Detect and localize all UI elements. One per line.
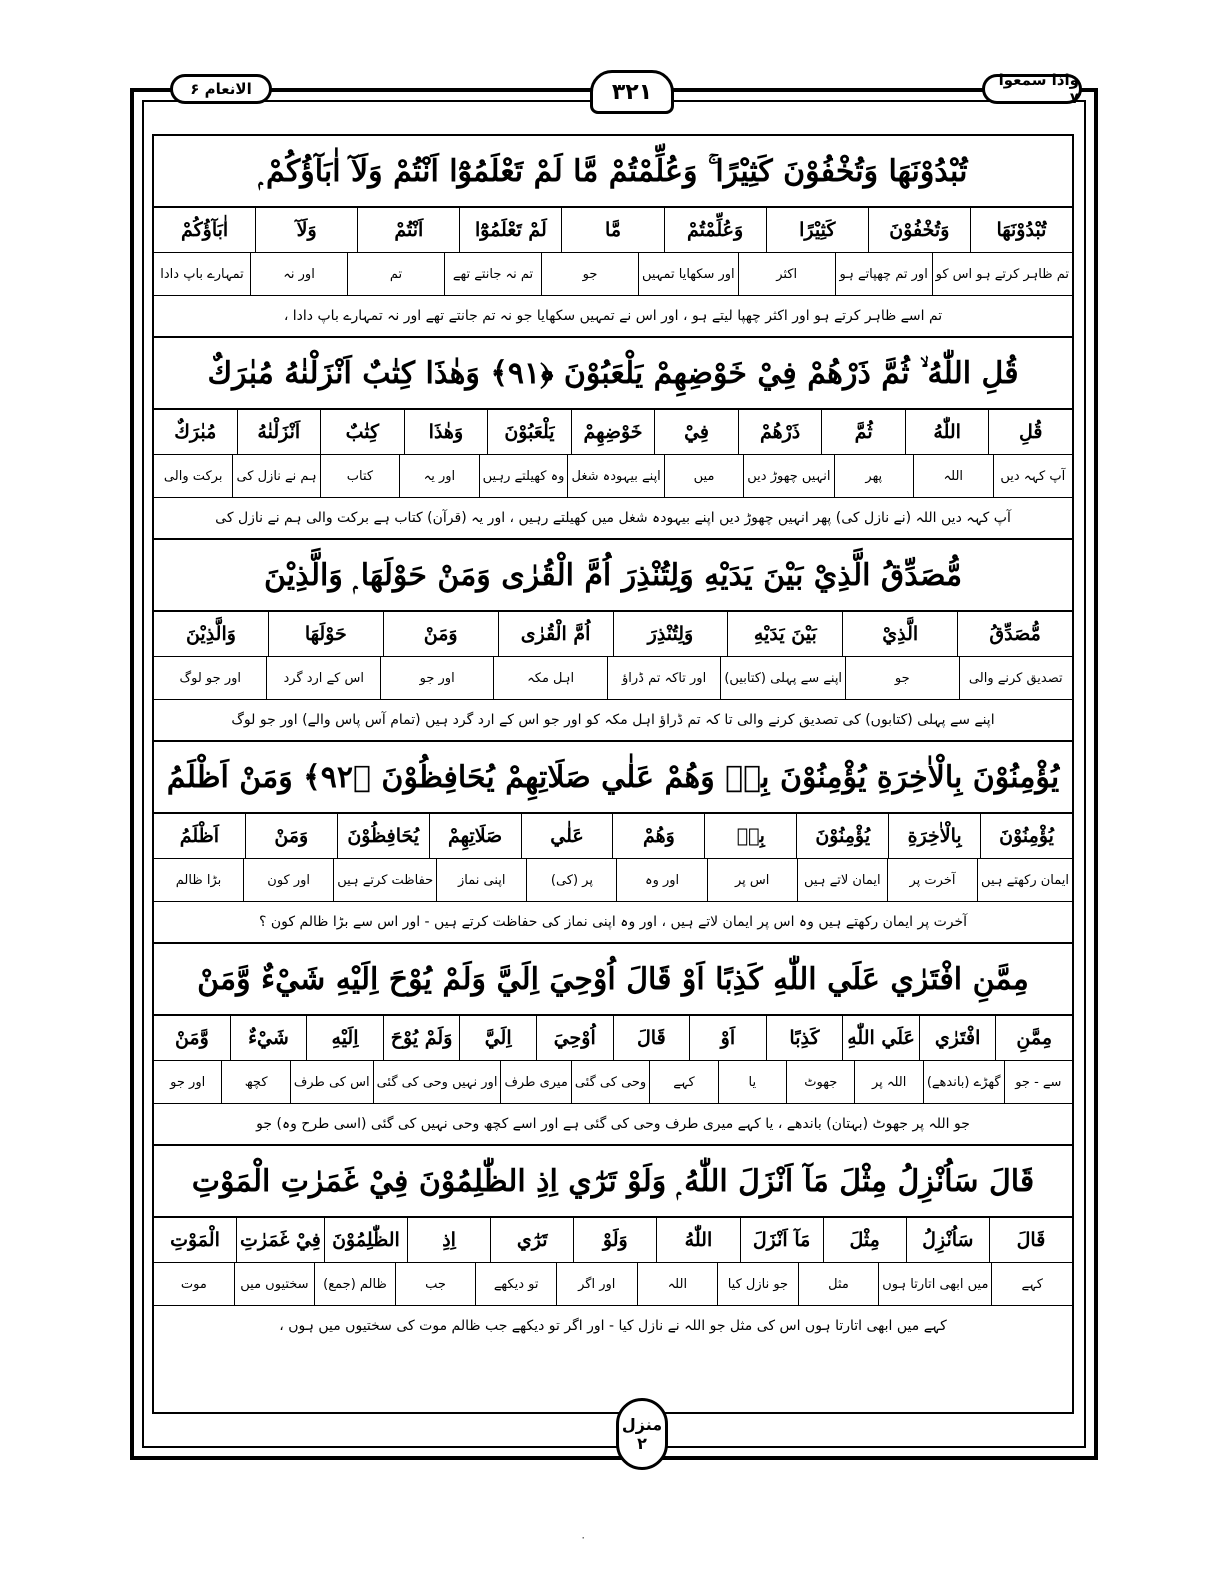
urdu-gloss: کچھ <box>221 1061 289 1103</box>
urdu-gloss: تم <box>347 253 444 295</box>
urdu-gloss: اور یہ <box>399 455 478 497</box>
arabic-word: وَلَآ <box>255 208 357 252</box>
urdu-gloss: ظالم (جمع) <box>314 1263 395 1305</box>
arabic-word: مَّا <box>561 208 663 252</box>
arabic-word: الَّذِيْ <box>842 612 957 656</box>
arabic-word: وَلِتُنْذِرَ <box>613 612 728 656</box>
arabic-word: اُمَّ الْقُرٰى <box>498 612 613 656</box>
urdu-translation: جو اللہ پر جھوٹ (بہتان) باندھے ، یا کہے میری طرف وحی کی گئی ہے اور اسے کچھ وحی نہیں کی گئی (اسی طرح وہ) جو <box>256 1116 970 1132</box>
arabic-word: اَنْتُمْ <box>357 208 459 252</box>
urdu-gloss: اور اگر <box>556 1263 637 1305</box>
arabic-word: اِلَيَّ <box>459 1016 536 1060</box>
arabic-word: افْتَرٰي <box>919 1016 996 1060</box>
urdu-gloss: برکت والی <box>163 468 223 484</box>
juz-tag <box>982 71 1082 107</box>
arabic-word: تَرٰٓي <box>490 1218 573 1262</box>
gloss-row <box>154 1061 1072 1104</box>
arabic-word: لَمْ تَعْلَمُوْٓا <box>459 208 561 252</box>
arabic-word: ذَرْهُمْ <box>738 410 822 454</box>
gloss-row <box>154 455 1072 498</box>
arabic-word: يُؤْمِنُوْنَ <box>796 814 888 858</box>
urdu-gloss: اس پر <box>707 859 797 901</box>
arabic-word: قُلِ <box>988 410 1072 454</box>
urdu-translation: آخرت پر ایمان رکھتے ہیں وہ اس پر ایمان لاتے ہیں ، اور وہ اپنی نماز کی حفاظت کرتے ہیں - اور اس سے بڑا ظالم کون ؟ <box>258 914 968 930</box>
arabic-verse-line: قَالَ سَاُنْزِلُ مِثْلَ مَآ اَنْزَلَ اللّٰهُ ۭ وَلَوْ تَرٰٓي اِذِ الظّٰلِمُوْنَ فِيْ غَمَرٰتِ الْمَوْتِ <box>154 1146 1072 1218</box>
urdu-gloss: کہے <box>991 1263 1072 1305</box>
arabic-word: عَلٰي <box>521 814 613 858</box>
arabic-word: الْمَوْتِ <box>170 1229 220 1251</box>
arabic-word: صَلَاتِهِمْ <box>429 814 521 858</box>
urdu-gloss: وحی کی گئی <box>571 1061 649 1103</box>
arabic-word: اَظْلَمُ <box>179 825 220 847</box>
urdu-gloss: میری طرف <box>500 1061 570 1103</box>
urdu-gloss: ایمان لاتے ہیں <box>797 859 887 901</box>
urdu-gloss: اور جو لوگ <box>179 670 241 686</box>
arabic-word: وَالَّذِيْنَ <box>185 623 236 645</box>
urdu-gloss: اکثر <box>738 253 835 295</box>
urdu-gloss: ہم نے نازل کی <box>232 455 319 497</box>
arabic-word: تُبْدُوْنَهَا <box>970 208 1072 252</box>
word-row <box>154 612 1072 657</box>
urdu-gloss: تصدیق کرنے والی <box>959 657 1072 699</box>
urdu-gloss: جو <box>845 657 958 699</box>
arabic-word: اَنْزَلْنٰهُ <box>237 410 321 454</box>
arabic-word: سَاُنْزِلُ <box>906 1218 989 1262</box>
arabic-word: وَهٰذَا <box>404 410 488 454</box>
manzil-number: ۲ <box>637 1434 647 1453</box>
urdu-gloss: پھر <box>834 455 913 497</box>
verse-block <box>154 136 1072 338</box>
urdu-gloss: وہ کھیلتے رہیں <box>479 455 568 497</box>
urdu-gloss: تو دیکھے <box>475 1263 556 1305</box>
urdu-gloss: کہے <box>649 1061 717 1103</box>
arabic-word: اِذِ <box>407 1218 490 1262</box>
verse-block <box>154 1146 1072 1346</box>
arabic-word: الظّٰلِمُوْنَ <box>324 1218 407 1262</box>
arabic-word: عَلَي اللّٰهِ <box>842 1016 919 1060</box>
urdu-gloss: انہیں چھوڑ دیں <box>743 455 833 497</box>
urdu-gloss: آپ کہہ دیں <box>993 455 1072 497</box>
verse-block <box>154 944 1072 1146</box>
arabic-word: مِثْلَ <box>823 1218 906 1262</box>
arabic-word: اللّٰهُ <box>656 1218 739 1262</box>
urdu-gloss: میں ابھی اتارتا ہوں <box>878 1263 991 1305</box>
gloss-row <box>154 859 1072 902</box>
gloss-row <box>154 1263 1072 1306</box>
urdu-gloss: حفاظت کرتے ہیں <box>333 859 436 901</box>
arabic-verse-line: قُلِ اللّٰهُ ۙ ثُمَّ ذَرْهُمْ فِيْ خَوْضِهِمْ يَلْعَبُوْنَ ﴿۹۱﴾ وَهٰذَا كِتٰبٌ اَنْزَلْنٰهُ مُبٰرَكٌ <box>154 338 1072 410</box>
arabic-word: قَالَ <box>613 1016 690 1060</box>
verse-block <box>154 742 1072 944</box>
urdu-gloss: اور سکھایا تمہیں <box>638 253 738 295</box>
urdu-gloss: موت <box>180 1276 207 1292</box>
urdu-gloss: اور وہ <box>616 859 706 901</box>
urdu-gloss: جو نازل کیا <box>717 1263 798 1305</box>
urdu-gloss: بڑا ظالم <box>175 872 222 888</box>
urdu-gloss: کتاب <box>320 455 399 497</box>
urdu-gloss: پر (کی) <box>526 859 616 901</box>
arabic-word: اَوْ <box>689 1016 766 1060</box>
arabic-word: قَالَ <box>989 1218 1072 1262</box>
urdu-gloss: جو <box>541 253 638 295</box>
arabic-word: مِمَّنِ <box>995 1016 1072 1060</box>
arabic-word: مُبٰرَكٌ <box>174 421 217 443</box>
word-row <box>154 410 1072 455</box>
verse-block <box>154 338 1072 540</box>
arabic-word: بِالْاٰخِرَةِ <box>888 814 980 858</box>
verse-block <box>154 540 1072 742</box>
surah-tag-label: الانعام ۶ <box>190 80 252 98</box>
arabic-word: يَلْعَبُوْنَ <box>487 410 571 454</box>
urdu-gloss: اللہ <box>637 1263 718 1305</box>
urdu-gloss: اس کی طرف <box>290 1061 373 1103</box>
arabic-word: اللّٰهُ <box>905 410 989 454</box>
urdu-translation: تم اسے ظاہر کرتے ہو اور اکثر چھپا لیتے ہو ، اور اس نے تمہیں سکھایا جو نہ تم جانتے تھے اور نہ تمہارے باپ دادا ، <box>283 308 943 324</box>
arabic-word: يُؤْمِنُوْنَ <box>980 814 1072 858</box>
arabic-word: وَلَمْ يُوْحَ <box>383 1016 460 1060</box>
gloss-row <box>154 253 1072 296</box>
urdu-gloss: تم ظاہر کرتے ہو اس کو <box>932 253 1072 295</box>
urdu-gloss: اللہ <box>913 455 992 497</box>
urdu-gloss: گھڑے (باندھے) <box>923 1061 1004 1103</box>
urdu-gloss: تمہارے باپ دادا <box>160 266 244 282</box>
manzil-badge <box>616 1398 668 1470</box>
arabic-word: مَآ اَنْزَلَ <box>740 1218 823 1262</box>
juz-tag-label: واذا سمعوا ۷ <box>998 71 1079 107</box>
arabic-word: ثُمَّ <box>821 410 905 454</box>
arabic-word: وَّمَنْ <box>174 1027 209 1049</box>
arabic-word: يُحَافِظُوْنَ <box>337 814 429 858</box>
manzil-label: منزل <box>621 1415 663 1434</box>
urdu-gloss: اور جو <box>170 1074 206 1090</box>
urdu-gloss: اور تم چھپاتے ہو <box>835 253 932 295</box>
arabic-word: اِلَيْهِ <box>306 1016 383 1060</box>
bottom-mark: ٠ <box>580 1530 587 1544</box>
gloss-row <box>154 657 1072 700</box>
arabic-verse-line: تُبْدُوْنَهَا وَتُخْفُوْنَ كَثِيْرًا ۚ وَعُلِّمْتُمْ مَّا لَمْ تَعْلَمُوْٓا اَنْتُمْ وَلَآ اٰبَآؤُكُمْ ۭ <box>154 136 1072 208</box>
urdu-gloss: یا <box>718 1061 786 1103</box>
arabic-word: مُّصَدِّقُ <box>957 612 1072 656</box>
arabic-word: فِيْ <box>654 410 738 454</box>
word-row <box>154 1218 1072 1263</box>
urdu-gloss: اہل مکہ <box>493 657 606 699</box>
arabic-word: خَوْضِهِمْ <box>571 410 655 454</box>
urdu-gloss: جھوٹ <box>786 1061 854 1103</box>
page-number <box>590 70 674 114</box>
urdu-gloss: اور کون <box>243 859 333 901</box>
urdu-translation: آپ کہہ دیں اللہ (نے نازل کی) پھر انہیں چھوڑ دیں اپنے بیہودہ شغل میں کھیلتے رہیں ، اور یہ (قرآن) کتاب ہے برکت والی ہم نے نازل کی <box>215 510 1011 526</box>
urdu-gloss: اپنی نماز <box>436 859 526 901</box>
urdu-gloss: اور تاکہ تم ڈراؤ <box>607 657 720 699</box>
arabic-word: حَوْلَهَا <box>268 612 383 656</box>
urdu-gloss: ایمان رکھتے ہیں <box>977 859 1072 901</box>
urdu-gloss: اور نہ <box>250 253 347 295</box>
arabic-word: شَيْءٌ <box>230 1016 307 1060</box>
urdu-gloss: تم نہ جانتے تھے <box>444 253 541 295</box>
arabic-word: اٰبَآؤُكُمْ <box>180 219 229 241</box>
word-row <box>154 1016 1072 1061</box>
urdu-gloss: آخرت پر <box>887 859 977 901</box>
urdu-gloss: مثل <box>798 1263 879 1305</box>
arabic-word: وَعُلِّمْتُمْ <box>664 208 766 252</box>
arabic-word: وَهُمْ <box>612 814 704 858</box>
arabic-word: وَتُخْفُوْنَ <box>868 208 970 252</box>
urdu-gloss: میں <box>664 455 743 497</box>
word-row <box>154 814 1072 859</box>
urdu-gloss: جب <box>395 1263 476 1305</box>
urdu-gloss: اللہ پر <box>854 1061 922 1103</box>
urdu-gloss: اس کے ارد گرد <box>266 657 379 699</box>
urdu-gloss: سختیوں میں <box>234 1263 315 1305</box>
urdu-translation: کہے میں ابھی اتارتا ہوں اس کی مثل جو اللہ نے نازل کیا - اور اگر تو دیکھے جب ظالم موت کی سختیوں میں ہوں ، <box>279 1318 947 1334</box>
urdu-gloss: اپنے بیہودہ شغل <box>567 455 663 497</box>
urdu-gloss: اور جو <box>380 657 493 699</box>
arabic-word: كِتٰبٌ <box>320 410 404 454</box>
arabic-word: كَثِيْرًا <box>766 208 868 252</box>
urdu-gloss: اپنے سے پہلی (کتابیں) <box>720 657 845 699</box>
arabic-verse-line: مِمَّنِ افْتَرٰي عَلَي اللّٰهِ كَذِبًا اَوْ قَالَ اُوْحِيَ اِلَيَّ وَلَمْ يُوْحَ اِلَيْهِ شَيْءٌ وَّمَنْ <box>154 944 1072 1016</box>
page-number-label: ۳۲۱ <box>611 79 653 105</box>
surah-tag <box>170 74 272 104</box>
arabic-verse-line: مُّصَدِّقُ الَّذِيْ بَيْنَ يَدَيْهِ وَلِتُنْذِرَ اُمَّ الْقُرٰى وَمَنْ حَوْلَهَا ۭ وَالَّذِيْنَ <box>154 540 1072 612</box>
arabic-word: بِهٖ <box>704 814 796 858</box>
content-frame <box>152 134 1074 1414</box>
arabic-word: كَذِبًا <box>766 1016 843 1060</box>
urdu-gloss: اور نہیں وحی کی گئی <box>373 1061 501 1103</box>
arabic-verse-line: يُؤْمِنُوْنَ بِالْاٰخِرَةِ يُؤْمِنُوْنَ بِهٖ وَهُمْ عَلٰي صَلَاتِهِمْ يُحَافِظُوْنَ ﴿۹۲﴾ وَمَنْ اَظْلَمُ <box>154 742 1072 814</box>
arabic-word: وَمَنْ <box>245 814 337 858</box>
urdu-translation: اپنے سے پہلی (کتابوں) کی تصدیق کرنے والی تا کہ تم ڈراؤ اہل مکہ کو اور جو اس کے ارد گرد ہیں (تمام آس پاس والے) اور جو لوگ <box>231 712 995 728</box>
word-row <box>154 208 1072 253</box>
arabic-word: وَلَوْ <box>573 1218 656 1262</box>
arabic-word: وَمَنْ <box>383 612 498 656</box>
urdu-gloss: سے - جو <box>1004 1061 1072 1103</box>
arabic-word: بَيْنَ يَدَيْهِ <box>727 612 842 656</box>
arabic-word: اُوْحِيَ <box>536 1016 613 1060</box>
arabic-word: فِيْ غَمَرٰتِ <box>236 1218 324 1262</box>
